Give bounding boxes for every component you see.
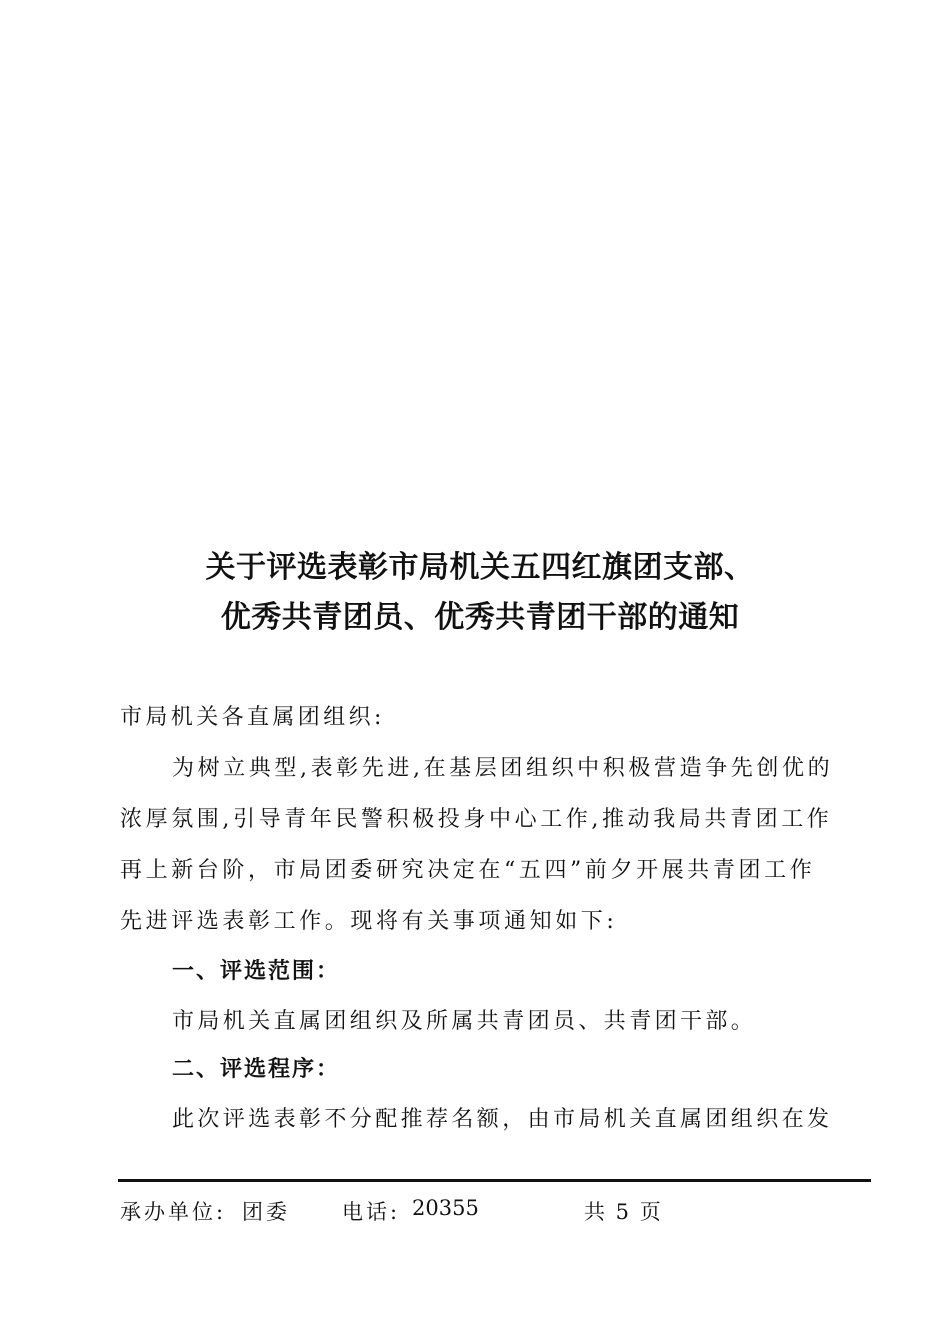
footer-phone-value: 20355 — [412, 1196, 479, 1220]
section-heading-procedure: 二、评选程序： — [172, 1057, 341, 1082]
body-paragraph — [120, 752, 840, 956]
salutation: 市局机关各直属团组织: — [120, 705, 385, 730]
section-text-scope: 市局机关直属团组织及所属共青团员、共青团干部。 — [172, 1009, 757, 1034]
footer-phone-label: 电话: — [342, 1200, 401, 1224]
section-heading-scope: 一、评选范围： — [172, 959, 341, 984]
title-line-2: 优秀共青团员、优秀共青团干部的通知 — [220, 600, 740, 635]
body-line: 浓厚氛围,引导青年民警积极投身中心工作,推动我局共青团工作 — [120, 807, 833, 832]
body-line: 再上新台阶，市局团委研究决定在“五四”前夕开展共青团工作 — [120, 858, 816, 883]
footer-page-count: 共 5 页 — [584, 1200, 663, 1224]
footer-unit-value: 团委 — [242, 1200, 290, 1224]
body-line: 为树立典型,表彰先进,在基层团组织中积极营造争先创优的 — [172, 756, 834, 781]
body-line: 先进评选表彰工作。现将有关事项通知如下: — [120, 909, 618, 934]
title-line-1: 关于评选表彰市局机关五四红旗团支部、 — [205, 550, 755, 585]
footer-divider — [118, 1179, 871, 1182]
section-text-procedure: 此次评选表彰不分配推荐名额，由市局机关直属团组织在发 — [172, 1107, 833, 1132]
footer-unit-label: 承办单位: — [120, 1200, 227, 1224]
